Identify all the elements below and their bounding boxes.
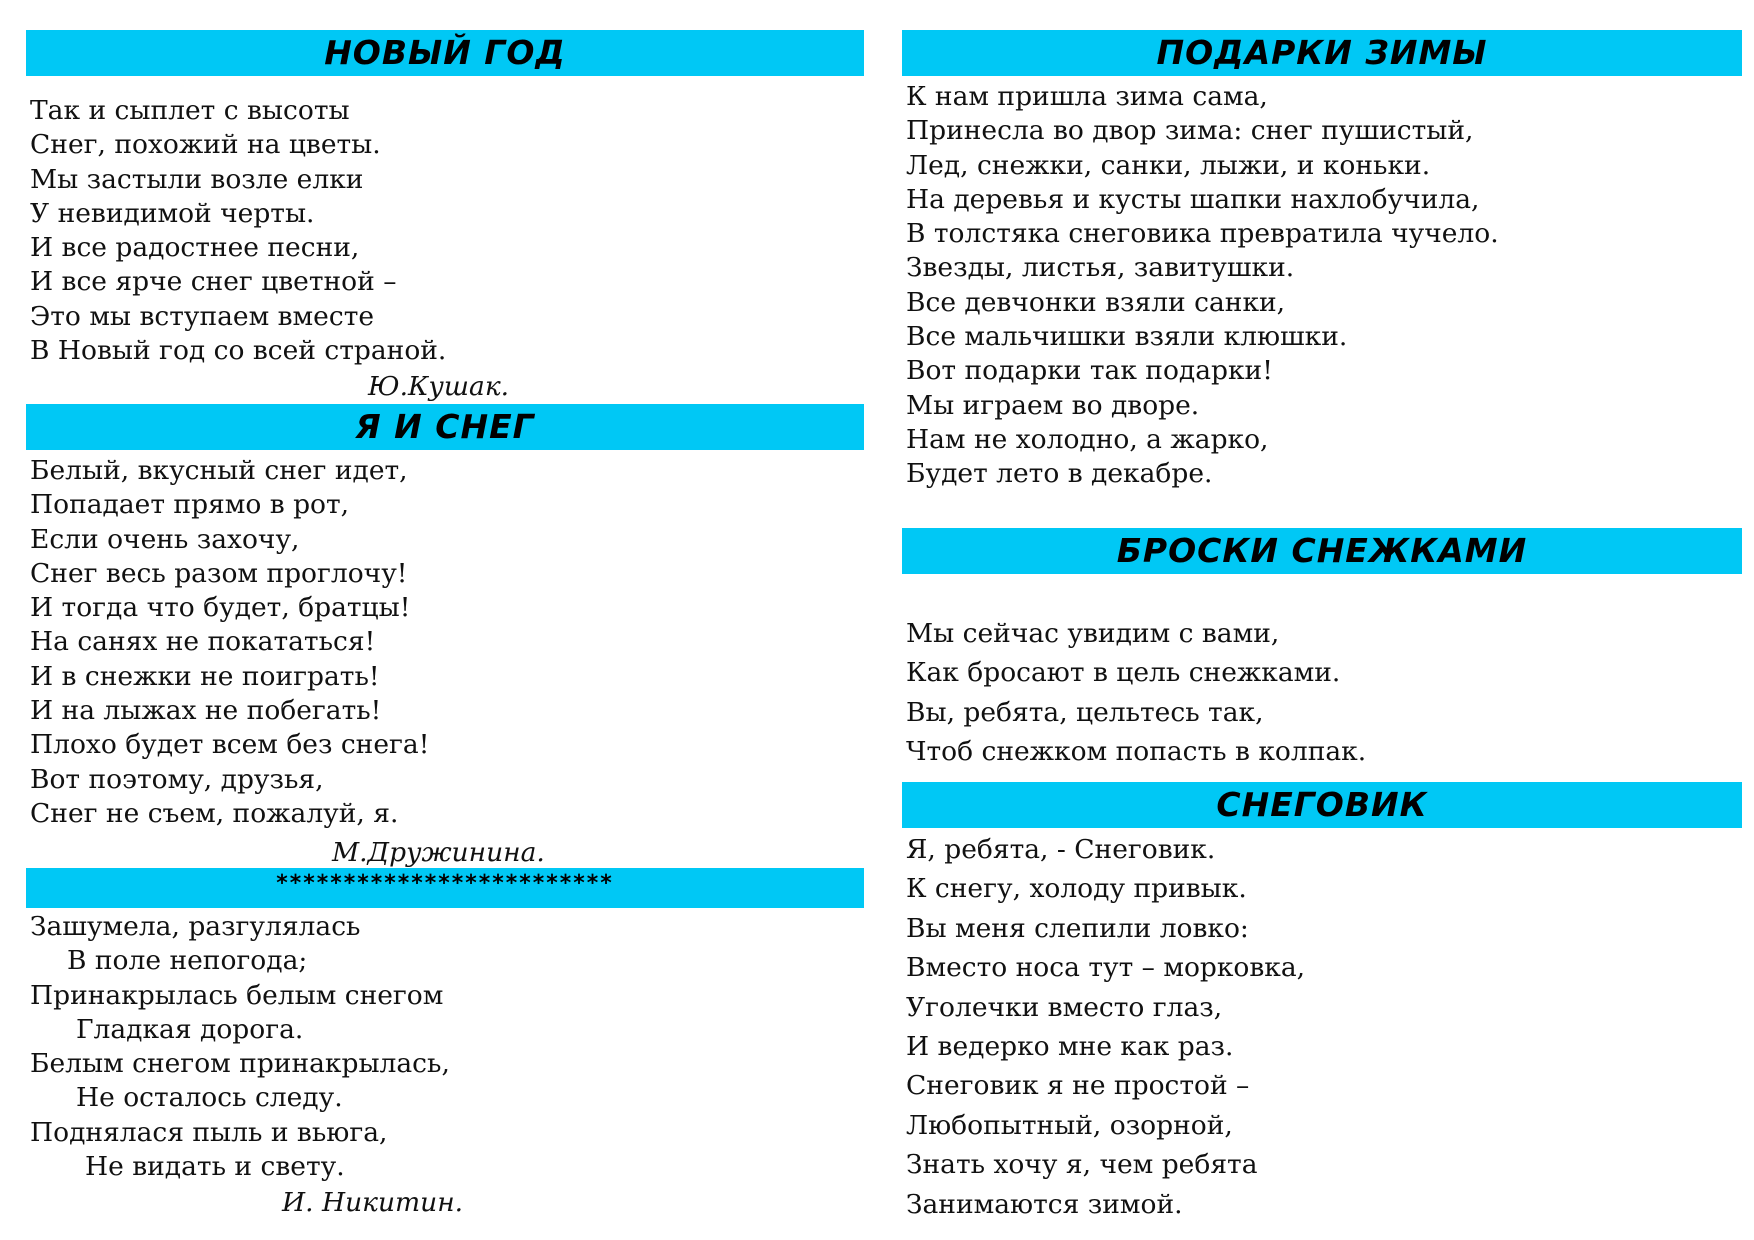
poem-line: Принесла во двор зима: снег пушистый,: [906, 115, 1474, 147]
poem-line: Мы играем во дворе.: [906, 389, 1200, 421]
poem-line: Снег весь разом проглочу!: [30, 557, 408, 589]
poem-line: К снегу, холоду привык.: [906, 873, 1247, 905]
poem-untitled: [30, 910, 450, 1184]
poem-author-new-year: Ю.Кушак.: [368, 371, 510, 402]
poem-snowball-throws: [906, 614, 1366, 772]
poem-line: Вы, ребята, цельтесь так,: [906, 696, 1264, 728]
poem-line: Вот поэтому, друзья,: [30, 763, 324, 795]
poem-line: На деревья и кусты шапки нахлобучила,: [906, 183, 1480, 215]
poem-author-me-and-snow: М.Дружинина.: [332, 837, 545, 868]
poem-line: И тогда что будет, братцы!: [30, 592, 411, 624]
poem-line: Это мы вступаем вместе: [30, 300, 375, 332]
poem-line: Так и сыплет с высоты: [30, 95, 350, 126]
poem-me-and-snow: [30, 454, 429, 831]
poem-line: Знать хочу я, чем ребята: [906, 1149, 1258, 1181]
poem-line: Уголечки вместо глаз,: [906, 991, 1223, 1023]
poem-line: Вместо носа тут – морковка,: [906, 952, 1306, 984]
poem-line: Белый, вкусный снег идет,: [30, 455, 408, 486]
poem-line: В толстяка снеговика превратила чучело.: [906, 218, 1499, 250]
poem-line: Чтоб снежком попасть в колпак.: [906, 736, 1367, 768]
poem-new-year: [30, 94, 446, 368]
poem-line: И ведерко мне как раз.: [906, 1031, 1234, 1063]
poem-line: Любопытный, озорной,: [906, 1109, 1233, 1141]
poem-line: И все ярче снег цветной –: [30, 266, 397, 298]
poem-line: Попадает прямо в рот,: [30, 489, 350, 521]
poem-line: Нам не холодно, а жарко,: [906, 423, 1269, 455]
poem-line: Белым снегом принакрылась,: [30, 1048, 450, 1080]
poem-line: Вот подарки так подарки!: [906, 355, 1273, 387]
poem-line: На санях не покататься!: [30, 626, 376, 658]
poem-title-snowball-throws: БРОСКИ СНЕЖКАМИ: [902, 528, 1742, 574]
poem-line: Как бросают в цель снежками.: [906, 657, 1341, 689]
poem-line: И на лыжах не побегать!: [30, 695, 382, 727]
poem-line: К нам пришла зима сама,: [906, 81, 1268, 112]
poem-line: Все мальчишки взяли клюшки.: [906, 321, 1348, 353]
poem-line: Занимаются зимой.: [906, 1188, 1183, 1220]
poem-line: Не видать и свету.: [85, 1151, 345, 1183]
poem-line: Я, ребята, - Снеговик.: [906, 834, 1216, 865]
poem-line: Будет лето в декабре.: [906, 458, 1213, 490]
poem-line: В Новый год со всей страной.: [30, 335, 447, 367]
poem-title-untitled: *************************: [26, 868, 864, 908]
poem-line: Не осталось следу.: [76, 1082, 343, 1114]
poem-line: Все девчонки взяли санки,: [906, 286, 1286, 318]
poem-line: Принакрылась белым снегом: [30, 979, 444, 1011]
poem-line: Снеговик я не простой –: [906, 1070, 1250, 1102]
poem-line: Поднялася пыль и вьюга,: [30, 1116, 388, 1148]
poem-line: В поле непогода;: [67, 945, 308, 977]
poem-title-new-year: НОВЫЙ ГОД: [26, 30, 864, 76]
poem-line: И в снежки не поиграть!: [30, 660, 380, 692]
poem-winter-gifts: [906, 80, 1499, 492]
poem-author-untitled: И. Никитин.: [282, 1187, 464, 1218]
poem-snowman: [906, 830, 1305, 1224]
poem-title-snowman: СНЕГОВИК: [902, 782, 1742, 828]
poem-line: Зашумела, разгулялась: [30, 911, 361, 942]
poem-line: Вы меня слепили ловко:: [906, 912, 1249, 944]
poem-line: Снег не съем, пожалуй, я.: [30, 797, 399, 829]
poem-title-winter-gifts: ПОДАРКИ ЗИМЫ: [902, 30, 1742, 76]
poem-line: Мы застыли возле елки: [30, 163, 364, 195]
poem-line: Плохо будет всем без снега!: [30, 729, 430, 761]
poem-line: Если очень захочу,: [30, 523, 300, 555]
poem-line: Мы сейчас увидим с вами,: [906, 618, 1280, 649]
poem-line: Снег, похожий на цветы.: [30, 129, 381, 161]
poem-line: У невидимой черты.: [30, 197, 315, 229]
poem-line: Лед, снежки, санки, лыжи, и коньки.: [906, 149, 1431, 181]
poem-title-me-and-snow: Я И СНЕГ: [26, 404, 864, 450]
poem-line: Звезды, листья, завитушки.: [906, 252, 1295, 284]
poem-line: И все радостнее песни,: [30, 232, 360, 264]
poem-line: Гладкая дорога.: [76, 1013, 304, 1045]
